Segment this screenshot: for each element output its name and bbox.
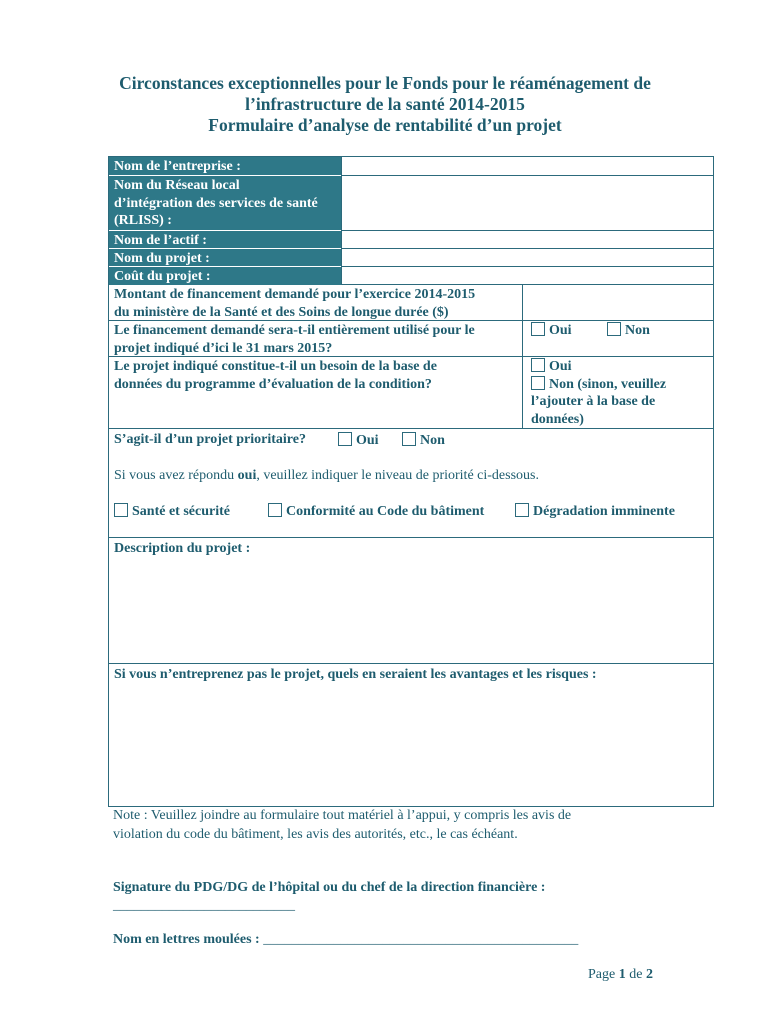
input-actif[interactable] (341, 231, 713, 249)
row-risques (109, 664, 713, 806)
description-label: Description du projet : (114, 541, 251, 556)
project-info-table (108, 156, 714, 807)
priority-oui-option[interactable] (338, 432, 379, 449)
checkbox-icon[interactable] (531, 322, 545, 336)
signature-label: Signature du PDG/DG de l’hôpital ou du chef de la direction financière : (113, 880, 546, 895)
besoin-non-option[interactable] (531, 376, 713, 394)
label-entreprise: Nom de l’entreprise : (109, 157, 341, 176)
page-of: de (629, 967, 643, 982)
utilise-oui-label: Oui (549, 323, 572, 338)
priority-instruction (114, 468, 539, 484)
input-cout[interactable] (341, 267, 713, 285)
label-actif: Nom de l’actif : (109, 231, 341, 249)
besoin-non-label-line-3: données) (531, 411, 584, 427)
row-priorite (109, 429, 713, 538)
level-conformite-option[interactable] (268, 503, 484, 520)
checkbox-icon[interactable] (268, 503, 282, 517)
input-entreprise[interactable] (341, 157, 713, 176)
utilise-oui-option[interactable] (531, 322, 572, 340)
input-montant[interactable] (523, 285, 713, 321)
priority-oui-label: Oui (356, 433, 379, 448)
label-rliss-line-1: Nom du Réseau local (114, 178, 240, 193)
besoin-oui-option[interactable] (531, 358, 713, 376)
label-rliss (109, 176, 341, 231)
checkbox-icon[interactable] (338, 432, 352, 446)
question-montant (109, 285, 523, 321)
question-montant-line-2: du ministère de la Santé et des Soins de longue durée ($) (114, 304, 449, 320)
question-besoin-line-2: données du programme d’évaluation de la condition? (114, 376, 432, 392)
checkbox-icon[interactable] (531, 376, 545, 390)
level-conformite-label: Conformité au Code du bâtiment (286, 504, 485, 519)
row-rliss (109, 176, 713, 231)
level-degradation-label: Dégradation imminente (533, 504, 675, 519)
level-sante-option[interactable] (114, 503, 230, 520)
row-cout (109, 267, 713, 285)
priority-instruction-pre: Si vous avez répondu (114, 468, 238, 483)
checkbox-icon[interactable] (515, 503, 529, 517)
form-title (0, 73, 770, 136)
risks-field[interactable] (109, 664, 713, 806)
note-line-1: Note : Veuillez joindre au formulaire tout matériel à l’appui, y compris les avis de (113, 808, 572, 823)
checkbox-icon[interactable] (114, 503, 128, 517)
page-word: Page (588, 967, 616, 982)
title-line-1: Circonstances exceptionnelles pour le Fonds pour le réaménagement de (119, 73, 651, 93)
name-label: Nom en lettres moulées : (113, 932, 264, 947)
besoin-non-label: Non (sinon, veuillez (549, 376, 667, 392)
page-total: 2 (645, 967, 653, 982)
checkbox-icon[interactable] (402, 432, 416, 446)
utilise-non-option[interactable] (607, 322, 650, 340)
description-field[interactable] (109, 538, 713, 664)
page-current: 1 (618, 967, 626, 982)
label-rliss-line-2: d’intégration des services de santé (114, 195, 318, 211)
row-montant (109, 285, 713, 321)
checkbox-icon[interactable] (607, 322, 621, 336)
risks-label: Si vous n’entreprenez pas le projet, quels en seraient les avantages et les risques : (114, 667, 597, 682)
page-number (588, 967, 653, 983)
name-row (113, 932, 578, 948)
label-rliss-line-3: (RLISS) : (114, 213, 172, 228)
besoin-oui-label: Oui (549, 359, 572, 374)
question-utilise-line-2: projet indiqué d’ici le 31 mars 2015? (114, 340, 333, 356)
level-sante-label: Santé et sécurité (132, 504, 230, 519)
priority-question: S’agit-il d’un projet prioritaire? (114, 432, 306, 447)
row-utilise (109, 321, 713, 357)
row-projet (109, 249, 713, 267)
note (113, 806, 571, 844)
note-line-2: violation du code du bâtiment, les avis des autorités, etc., le cas échéant. (113, 827, 518, 842)
title-line-3: Formulaire d’analyse de rentabilité d’un projet (208, 115, 562, 135)
row-actif (109, 231, 713, 249)
question-besoin-line-1: Le projet indiqué constitue-t-il un besoin de la base de (114, 359, 437, 374)
answer-besoin (523, 357, 713, 429)
question-utilise-line-1: Le financement demandé sera-t-il entièrement utilisé pour le (114, 323, 475, 338)
level-degradation-option[interactable] (515, 503, 675, 520)
title-line-2: l’infrastructure de la santé 2014-2015 (245, 94, 525, 114)
priority-non-label: Non (420, 433, 445, 448)
question-utilise (109, 321, 523, 357)
priority-instruction-post: , veuillez indiquer le niveau de priorité ci-dessous. (256, 468, 539, 483)
input-rliss[interactable] (341, 176, 713, 231)
priority-non-option[interactable] (402, 432, 445, 449)
priority-section (109, 429, 713, 538)
besoin-non-label-line-2: l’ajouter à la base de (531, 394, 656, 409)
row-besoin (109, 357, 713, 429)
question-montant-line-1: Montant de financement demandé pour l’exercice 2014-2015 (114, 287, 476, 302)
label-projet: Nom du projet : (109, 249, 341, 267)
utilise-non-label: Non (625, 323, 650, 338)
answer-utilise (523, 321, 713, 357)
checkbox-icon[interactable] (531, 358, 545, 372)
name-line[interactable]: _____________________________________________ (263, 932, 579, 947)
label-cout: Coût du projet : (109, 267, 341, 285)
row-description (109, 538, 713, 664)
question-besoin (109, 357, 523, 429)
row-entreprise (109, 157, 713, 176)
priority-instruction-bold: oui (237, 468, 257, 483)
signature-line[interactable]: __________________________ (113, 898, 295, 913)
input-projet[interactable] (341, 249, 713, 267)
